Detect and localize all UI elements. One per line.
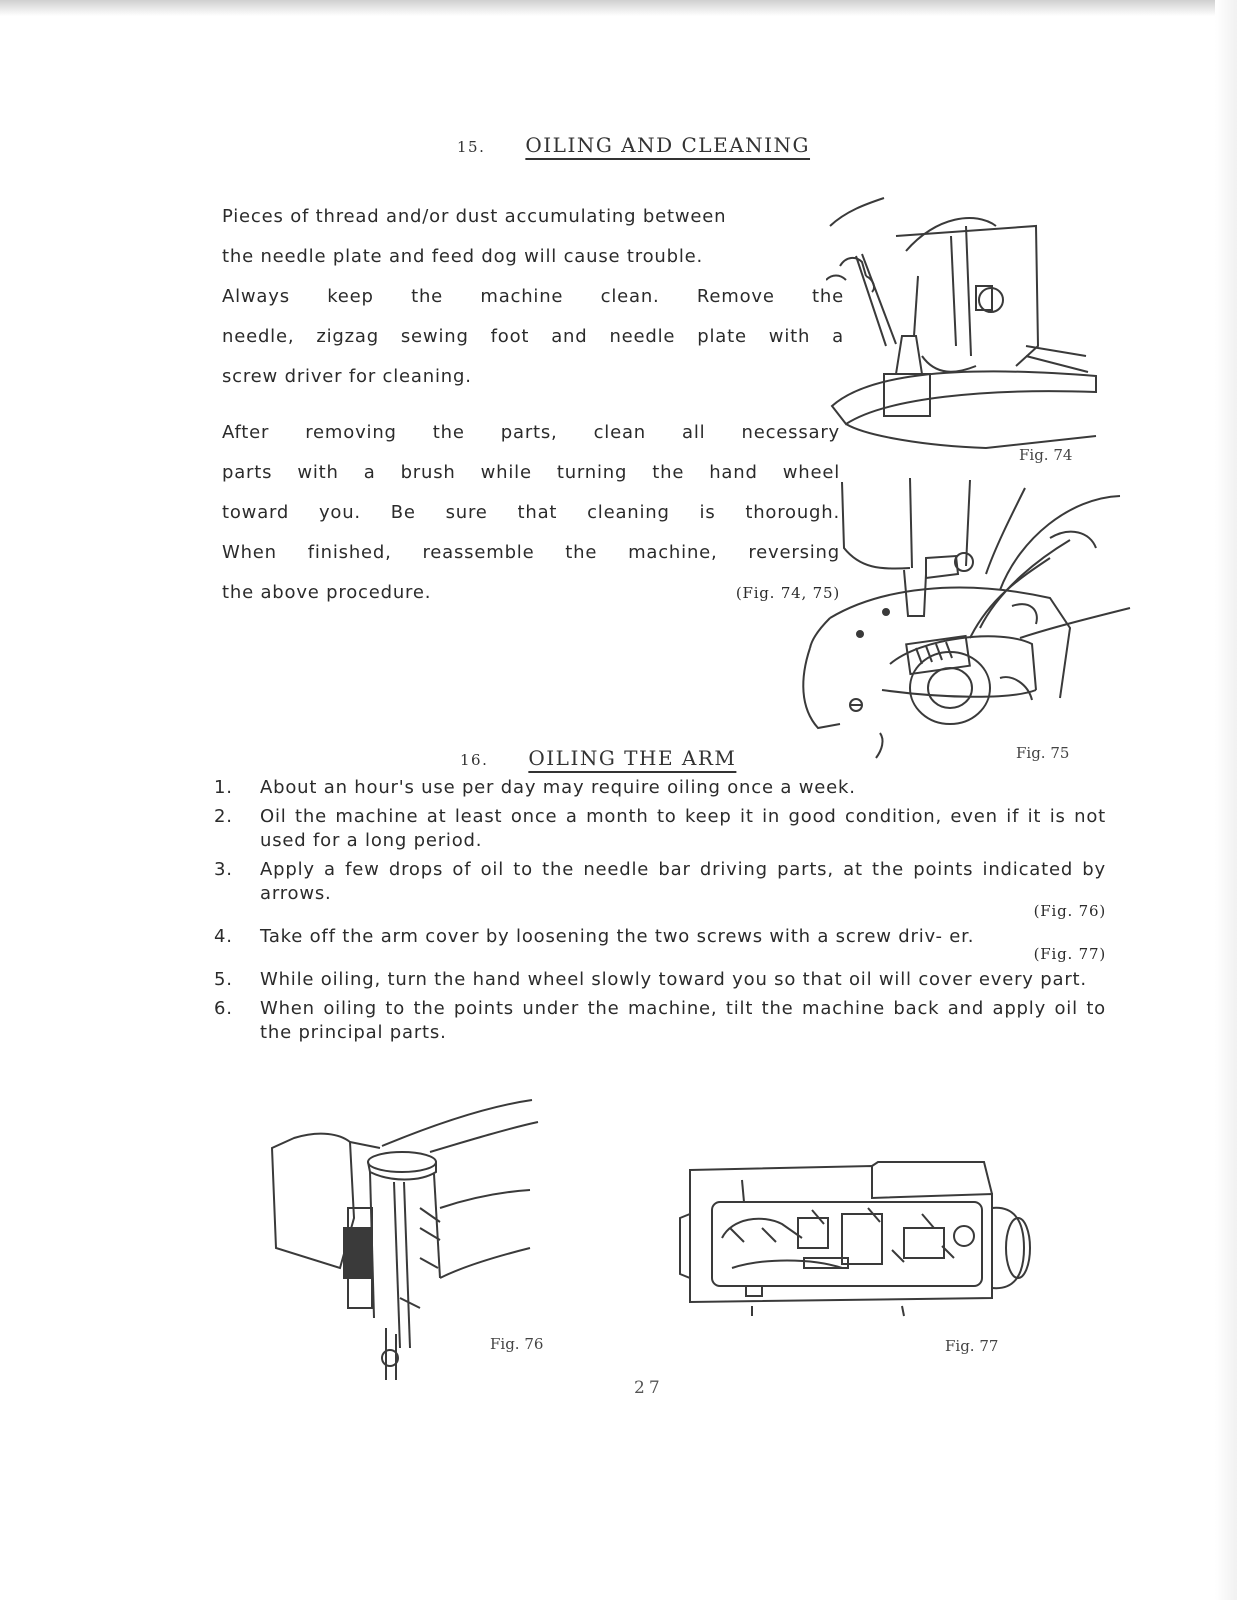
step-number: 4. (214, 926, 233, 947)
list-item (214, 997, 1106, 1045)
step-text: When oiling to the points under the machine, tilt the machine back and apply oil to the principal parts. (260, 998, 1106, 1043)
list-item (214, 776, 1106, 800)
text-line: toward you. Be sure that cleaning is thorough. (222, 502, 840, 523)
text-line: needle, zigzag sewing foot and needle plate with a (222, 326, 844, 347)
list-item (214, 968, 1106, 992)
fig-75-illustration (800, 478, 1140, 760)
text-line: After removing the parts, clean all necessary (222, 422, 840, 443)
list-item (214, 805, 1106, 853)
step-text: Apply a few drops of oil to the needle bar driving parts, at the points indicated by arrows. (260, 859, 1106, 904)
step-number: 1. (214, 777, 233, 798)
section-15-heading (457, 133, 810, 157)
section-15-number: 15. (457, 138, 486, 156)
page-number: 27 (634, 1378, 664, 1398)
oiling-steps-list (214, 776, 1106, 1050)
fig-75-label: Fig. 75 (1016, 744, 1070, 762)
figure-reference: (Fig. 76) (1033, 902, 1106, 920)
text-line: parts with a brush while turning the hand wheel (222, 462, 840, 483)
step-text: About an hour's use per day may require oiling once a week. (260, 777, 856, 798)
step-text: While oiling, turn the hand wheel slowly toward you so that oil will cover every part. (260, 969, 1087, 990)
scan-right-edge (1215, 0, 1237, 1600)
list-item (214, 858, 1106, 920)
text-line: When finished, reassemble the machine, reversing (222, 542, 840, 563)
step-number: 3. (214, 859, 233, 880)
step-text: Take off the arm cover by loosening the two screws with a screw driv- er. (260, 926, 975, 947)
fig-77-label: Fig. 77 (945, 1337, 999, 1355)
figure-reference: (Fig. 74, 75) (735, 584, 840, 602)
fig-74-label: Fig. 74 (1019, 446, 1073, 464)
step-number: 2. (214, 806, 233, 827)
section-16-number: 16. (460, 751, 489, 769)
fig-76-label: Fig. 76 (490, 1335, 544, 1353)
fig-74-illustration (826, 196, 1116, 466)
section-15-title: OILING AND CLEANING (525, 133, 811, 157)
text-line: the needle plate and feed dog will cause trouble. (222, 246, 704, 267)
figure-reference: (Fig. 77) (1033, 945, 1106, 963)
step-number: 6. (214, 998, 233, 1019)
scan-top-edge (0, 0, 1237, 16)
text-line: screw driver for cleaning. (222, 366, 472, 387)
text-line-with-ref (222, 573, 840, 613)
list-item (214, 925, 1106, 963)
text-line: the above procedure. (222, 582, 432, 603)
text-line: Always keep the machine clean. Remove the (222, 286, 844, 307)
section-16-title: OILING THE ARM (528, 746, 737, 770)
text-line: Pieces of thread and/or dust accumulating between (222, 206, 727, 227)
cleaning-paragraph-2 (222, 413, 840, 613)
cleaning-paragraph-1 (222, 197, 844, 397)
step-number: 5. (214, 969, 233, 990)
step-text: Oil the machine at least once a month to keep it in good condition, even if it is not used for a long period. (260, 806, 1106, 851)
section-16-heading (460, 746, 736, 770)
fig-77-illustration (672, 1158, 1034, 1318)
